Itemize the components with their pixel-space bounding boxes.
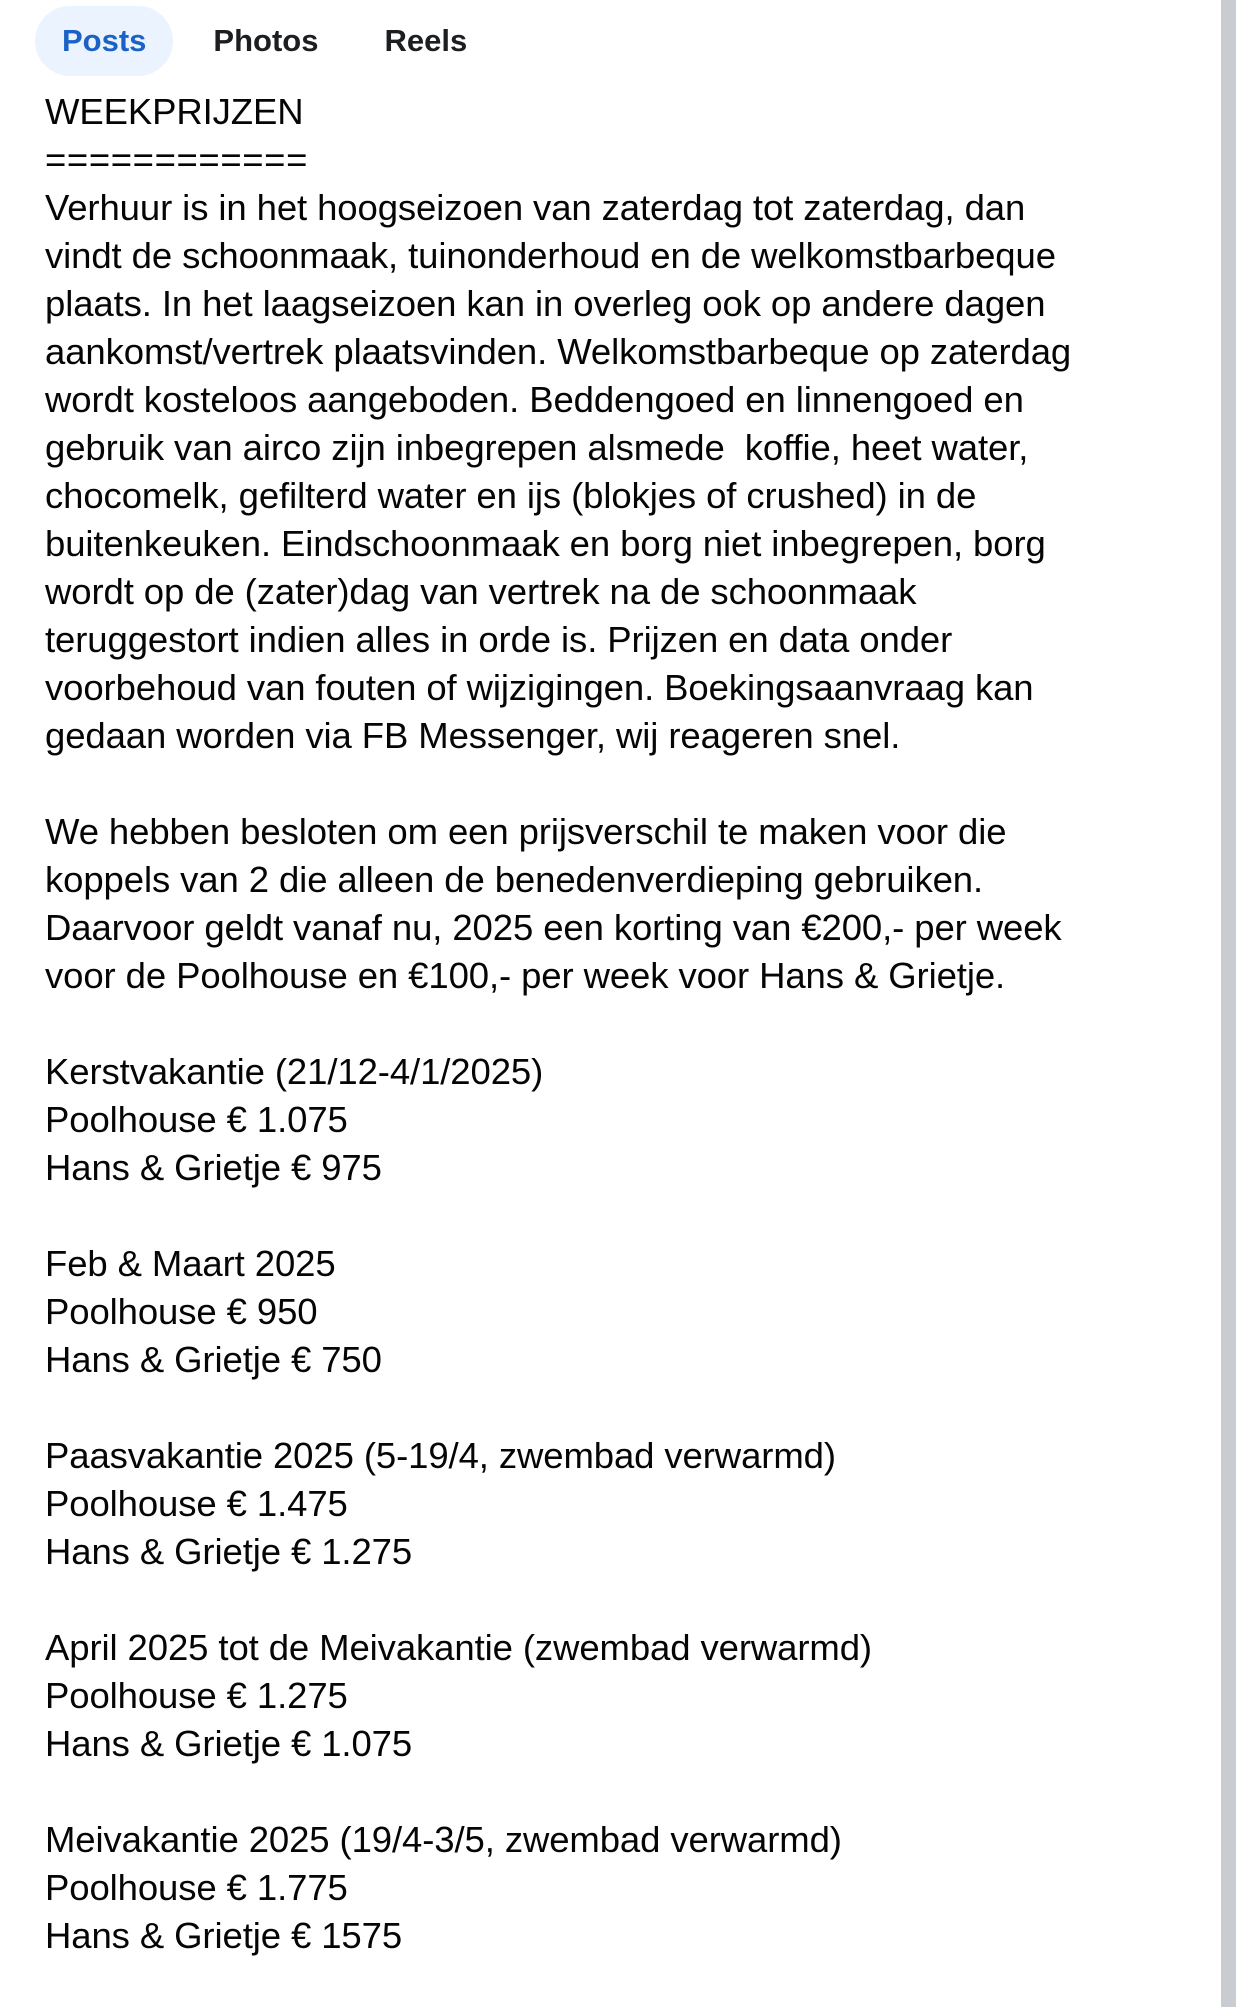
post-separator: ============	[45, 139, 308, 180]
intro-line: wordt op de (zater)dag van vertrek na de schoonmaak	[45, 571, 917, 612]
period-hans-grietje-price: Hans & Grietje € 1.275	[45, 1531, 413, 1572]
post-title: WEEKPRIJZEN	[45, 91, 304, 132]
discount-line: Daarvoor geldt vanaf nu, 2025 een korting van €200,- per week	[45, 907, 1062, 948]
intro-line: vindt de schoonmaak, tuinonderhoud en de welkomstbarbeque	[45, 235, 1056, 276]
discount-line: voor de Poolhouse en €100,- per week voor Hans & Grietje.	[45, 955, 1006, 996]
intro-line: chocomelk, gefilterd water en ijs (blokjes of crushed) in de	[45, 475, 977, 516]
discount-line: We hebben besloten om een prijsverschil te maken voor die	[45, 811, 1007, 852]
intro-line: gebruik van airco zijn inbegrepen alsmede koffie, heet water,	[45, 427, 1029, 468]
post-text	[45, 88, 1195, 1960]
period-hans-grietje-price: Hans & Grietje € 1575	[45, 1915, 403, 1956]
period-name: Feb & Maart 2025	[45, 1243, 336, 1284]
blank-line	[45, 1576, 1195, 1624]
blank-line	[45, 1768, 1195, 1816]
tab-reels[interactable]	[358, 6, 493, 76]
tab-reels-label: Reels	[384, 23, 468, 58]
period-name: Paasvakantie 2025 (5-19/4, zwembad verwarmd)	[45, 1435, 836, 1476]
blank-line	[45, 1384, 1195, 1432]
intro-line: aankomst/vertrek plaatsvinden. Welkomstbarbeque op zaterdag	[45, 331, 1072, 372]
period-name: Meivakantie 2025 (19/4-3/5, zwembad verwarmd)	[45, 1819, 842, 1860]
tab-photos-label: Photos	[213, 23, 319, 58]
tab-posts-label: Posts	[62, 23, 147, 58]
period-poolhouse-price: Poolhouse € 1.475	[45, 1483, 348, 1524]
intro-line: voorbehoud van fouten of wijzigingen. Boekingsaanvraag kan	[45, 667, 1034, 708]
intro-line: wordt kosteloos aangeboden. Beddengoed en linnengoed en	[45, 379, 1024, 420]
blank-line	[45, 760, 1195, 808]
period-hans-grietje-price: Hans & Grietje € 750	[45, 1339, 382, 1380]
intro-line: gedaan worden via FB Messenger, wij reageren snel.	[45, 715, 901, 756]
tab-posts[interactable]	[35, 6, 173, 76]
intro-line: plaats. In het laagseizoen kan in overleg ook op andere dagen	[45, 283, 1046, 324]
period-poolhouse-price: Poolhouse € 950	[45, 1291, 318, 1332]
period-hans-grietje-price: Hans & Grietje € 975	[45, 1147, 382, 1188]
period-poolhouse-price: Poolhouse € 1.275	[45, 1675, 348, 1716]
tab-photos[interactable]	[187, 6, 344, 76]
period-hans-grietje-price: Hans & Grietje € 1.075	[45, 1723, 413, 1764]
discount-line: koppels van 2 die alleen de benedenverdieping gebruiken.	[45, 859, 984, 900]
period-name: April 2025 tot de Meivakantie (zwembad verwarmd)	[45, 1627, 872, 1668]
period-poolhouse-price: Poolhouse € 1.075	[45, 1099, 348, 1140]
period-poolhouse-price: Poolhouse € 1.775	[45, 1867, 348, 1908]
period-name: Kerstvakantie (21/12-4/1/2025)	[45, 1051, 544, 1092]
intro-line: buitenkeuken. Eindschoonmaak en borg niet inbegrepen, borg	[45, 523, 1046, 564]
profile-tabs	[35, 6, 507, 76]
blank-line	[45, 1192, 1195, 1240]
intro-line: teruggestort indien alles in orde is. Prijzen en data onder	[45, 619, 953, 660]
blank-line	[45, 1000, 1195, 1048]
intro-line: Verhuur is in het hoogseizoen van zaterdag tot zaterdag, dan	[45, 187, 1026, 228]
